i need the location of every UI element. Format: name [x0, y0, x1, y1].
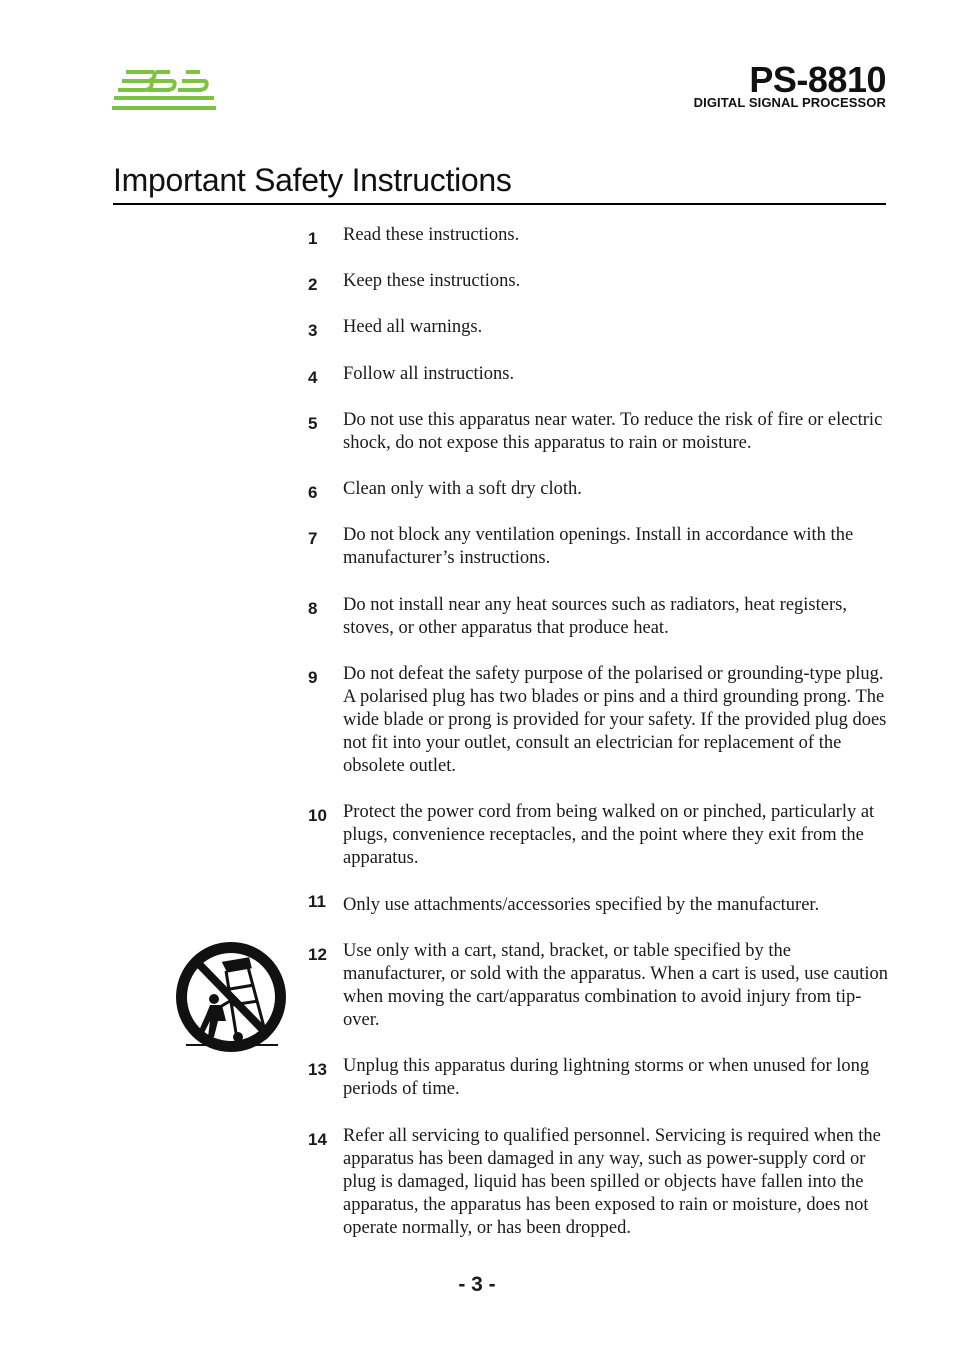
- item-number: 8: [308, 599, 318, 618]
- item-text: Refer all servicing to qualified personnel. Servicing is required when the apparatus has been damaged in any way, such as power-supply cord or plug is damaged, liquid has been spilled or objects have fallen into the apparatus, the apparatus has been exposed to rain or moisture, does not operate normally, or has been dropped.: [343, 1126, 881, 1239]
- item-number: 3: [308, 321, 318, 340]
- bss-logo-icon: [112, 68, 218, 114]
- item-text: Keep these instructions.: [343, 271, 521, 291]
- item-text: Heed all warnings.: [343, 317, 483, 337]
- item-number: 14: [308, 1130, 327, 1149]
- item-number: 1: [308, 229, 318, 248]
- item-text: Protect the power cord from being walked on or pinched, particularly at plugs, convenience receptacles, and the point where they exit from the apparatus.: [343, 802, 875, 869]
- title-divider: [113, 203, 886, 205]
- item-text: Only use attachments/accessories specified by the manufacturer.: [343, 895, 820, 915]
- page-number: - 3 -: [458, 1273, 496, 1296]
- item-text: Do not use this apparatus near water. To reduce the risk of fire or electric shock, do not expose this apparatus to rain or moisture.: [343, 410, 883, 454]
- item-number: 4: [308, 368, 318, 387]
- item-text: Use only with a cart, stand, bracket, or table specified by the manufacturer, or sold with the apparatus. When a cart is used, use caution when moving the cart/apparatus combination to avoid injury from tip-over.: [343, 941, 889, 1031]
- item-number: 13: [308, 1060, 327, 1079]
- item-text: Do not install near any heat sources such as radiators, heat registers, stoves, or other apparatus that produce heat.: [343, 595, 847, 639]
- item-number: 2: [308, 275, 318, 294]
- item-number: 6: [308, 483, 318, 502]
- item-text: Follow all instructions.: [343, 364, 515, 384]
- item-text: Read these instructions.: [343, 225, 520, 245]
- item-number: 11: [308, 892, 326, 911]
- page-title: Important Safety Instructions: [113, 162, 512, 198]
- item-text: Do not block any ventilation openings. Install in accordance with the manufacturer’s instructions.: [343, 525, 854, 569]
- item-text: Do not defeat the safety purpose of the polarised or grounding-type plug. A polarised plug has two blades or pins and a third grounding prong. The wide blade or prong is provided for your safety. If the provided plug does not fit into your outlet, consult an electrician for replacement of the obsolete outlet.: [343, 664, 887, 777]
- item-number: 9: [308, 668, 318, 687]
- item-number: 5: [308, 414, 318, 433]
- item-number: 12: [308, 945, 327, 964]
- item-number: 7: [308, 529, 318, 548]
- item-text: Unplug this apparatus during lightning storms or when unused for long periods of time.: [343, 1056, 870, 1100]
- item-number: 10: [308, 806, 327, 825]
- item-text: Clean only with a soft dry cloth.: [343, 479, 582, 499]
- cart-tip-over-warning-icon: [174, 941, 288, 1055]
- model-header: [693, 59, 886, 110]
- model-name: PS-8810: [749, 59, 886, 100]
- model-subtitle: DIGITAL SIGNAL PROCESSOR: [693, 95, 886, 110]
